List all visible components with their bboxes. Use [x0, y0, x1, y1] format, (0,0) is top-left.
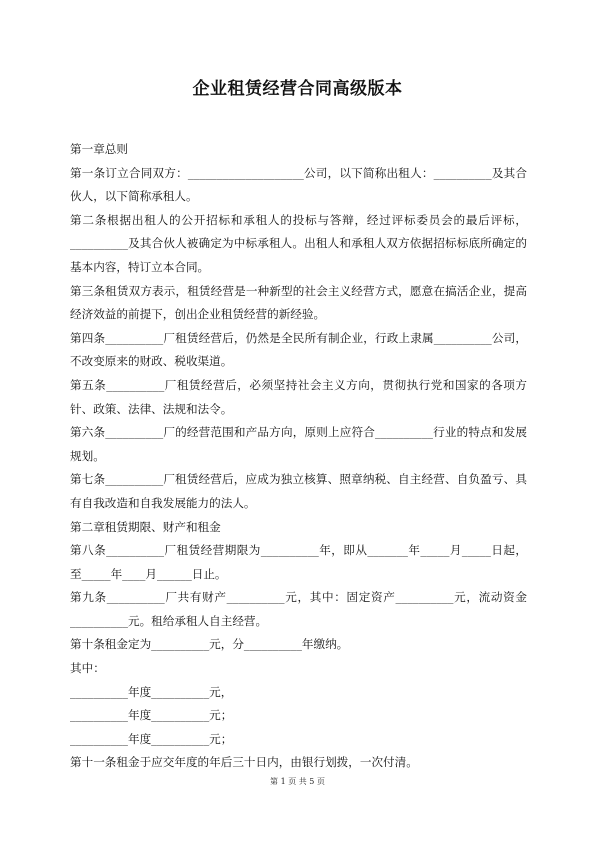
page-footer: 第 1 页 共 5 页 [270, 777, 325, 786]
rent-breakdown-label: 其中： [70, 661, 105, 676]
chapter-2-heading: 第二章租赁期限、财产和租金 [70, 519, 221, 534]
chapter-1-heading: 第一章总则 [70, 142, 128, 156]
article-2: 第二条根据出租人的公开招标和承租人的投标与答辩，经过评标委员会的最后评标，__________及其合伙人被确定为中标承租人。出租人和承租人双方依据招标标底所确定的基本内容，特订立本合同。 [70, 212, 527, 274]
rent-year-line-2: __________年度__________元； [70, 708, 233, 723]
article-3: 第三条租赁双方表示，租赁经营是一种新型的社会主义经营方式，愿意在搞活企业，提高经济效益的前提下，创出企业租赁经营的新经验。 [70, 283, 527, 322]
rent-year-line-1: __________年度__________元， [70, 684, 233, 699]
article-9: 第九条__________厂共有财产__________元，其中：固定资产__________元，流动资金__________元。租给承租人自主经营。 [70, 590, 527, 628]
rent-year-line-3: __________年度__________元； [70, 731, 233, 746]
article-7: 第七条__________厂租赁经营后，应成为独立核算、照章纳税、自主经营、自负盈亏、具有自我改造和自我发展能力的法人。 [70, 472, 527, 510]
document-body [70, 138, 527, 775]
article-1: 第一条订立合同双方：____________________公司，以下简称出租人：__________及其合伙人，以下简称承租人。 [70, 165, 527, 204]
article-8: 第八条__________厂租赁经营期限为__________年，即从_______年_____月_____日起，至_____年____月______日止。 [70, 543, 527, 581]
article-11: 第十一条租金于应交年度的年后三十日内，由银行划拨，一次付清。 [70, 755, 418, 770]
document-title: 企业租赁经营合同高级版本 [192, 79, 403, 99]
article-4: 第四条__________厂租赁经营后，仍然是全民所有制企业，行政上隶属__________公司，不改变原来的财政、税收渠道。 [70, 330, 527, 369]
article-10: 第十条租金定为__________元，分__________年缴纳。 [70, 637, 349, 652]
article-5: 第五条__________厂租赁经营后，必须坚持社会主义方向，贯彻执行党和国家的各项方针、政策、法律、法规和法令。 [70, 377, 527, 416]
article-6: 第六条__________厂的经营范围和产品方向，原则上应符合__________行业的特点和发展规划。 [70, 425, 527, 463]
